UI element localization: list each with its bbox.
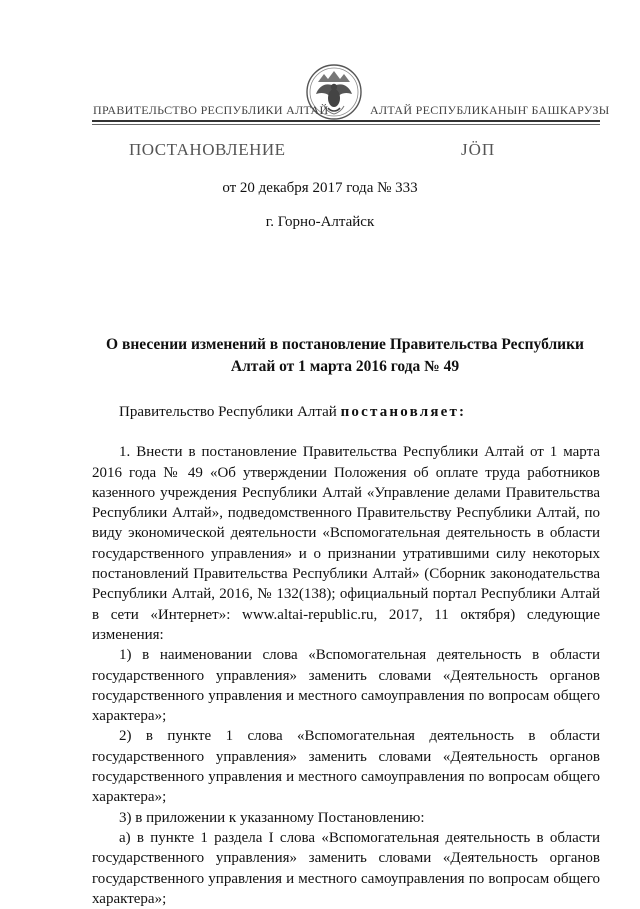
body-paragraph-4: 3) в приложении к указанному Постановлению: — [119, 809, 425, 826]
body-paragraph-2: 1) в наименовании слова «Вспомогательная деятельность в области государственного управления» заменить словами «Деятельность органов государственного управления и местного самоуправления по вопросам общего характера»; — [92, 647, 600, 725]
intro-decree-word: постановляет: — [340, 404, 467, 420]
header-rule — [92, 120, 600, 122]
document-type: ПОСТАНОВЛЕНИЕ — [129, 140, 286, 159]
body-paragraph-3: 2) в пункте 1 слова «Вспомогательная деятельность в области государственного управления» заменить словами «Деятельность органов государственного управления и местного самоуправления по вопросам общего характера»; — [92, 728, 600, 806]
title-line-1: О внесении изменений в постановление Правительства Республики — [106, 336, 584, 353]
header-rule-thin — [92, 124, 600, 125]
body-intro — [92, 402, 600, 422]
document-city: г. Горно-Алтайск — [265, 214, 375, 230]
document-date-number: от 20 декабря 2017 года № 333 — [222, 180, 418, 196]
intro-prefix: Правительство Республики Алтай — [119, 404, 341, 420]
body-paragraph-1: 1. Внести в постановление Правительства Республики Алтай от 1 марта 2016 года № 49 «Об утверждении Положения об оплате труда работников казенного учреждения Республики Алтай «Управление делами Правительства Республики Алтай», подведомственного Правительству Республики Алтай, по виду экономической деятельности «Вспомогательная деятельность в области государственного управления» и о признании утратившими силу некоторых постановлений Правительства Республики Алтай» (Сборник законодательства Республики Алтай, 2016, № 132(138); официальный портал Республики Алтай в сети «Интернет»: www.altai-republic.ru, 2017, 11 октября) следующие изменения: — [92, 444, 600, 643]
document-title — [90, 334, 600, 378]
body-paragraph-5: а) в пункте 1 раздела I слова «Вспомогательная деятельность в области государственного управления» заменить словами «Деятельность органов государственного управления и местного самоуправления по вопросам общего характера»; — [92, 829, 600, 907]
header-government-name-altai: АЛТАЙ РЕСПУБЛИКАНЫҤ БАШКАРУЗЫ — [370, 103, 610, 117]
document-body — [92, 402, 600, 909]
document-type-altai: ЈӦП — [461, 140, 496, 159]
header-government-name: ПРАВИТЕЛЬСТВО РЕСПУБЛИКИ АЛТАЙ — [93, 103, 329, 117]
title-line-2: Алтай от 1 марта 2016 года № 49 — [230, 358, 460, 375]
